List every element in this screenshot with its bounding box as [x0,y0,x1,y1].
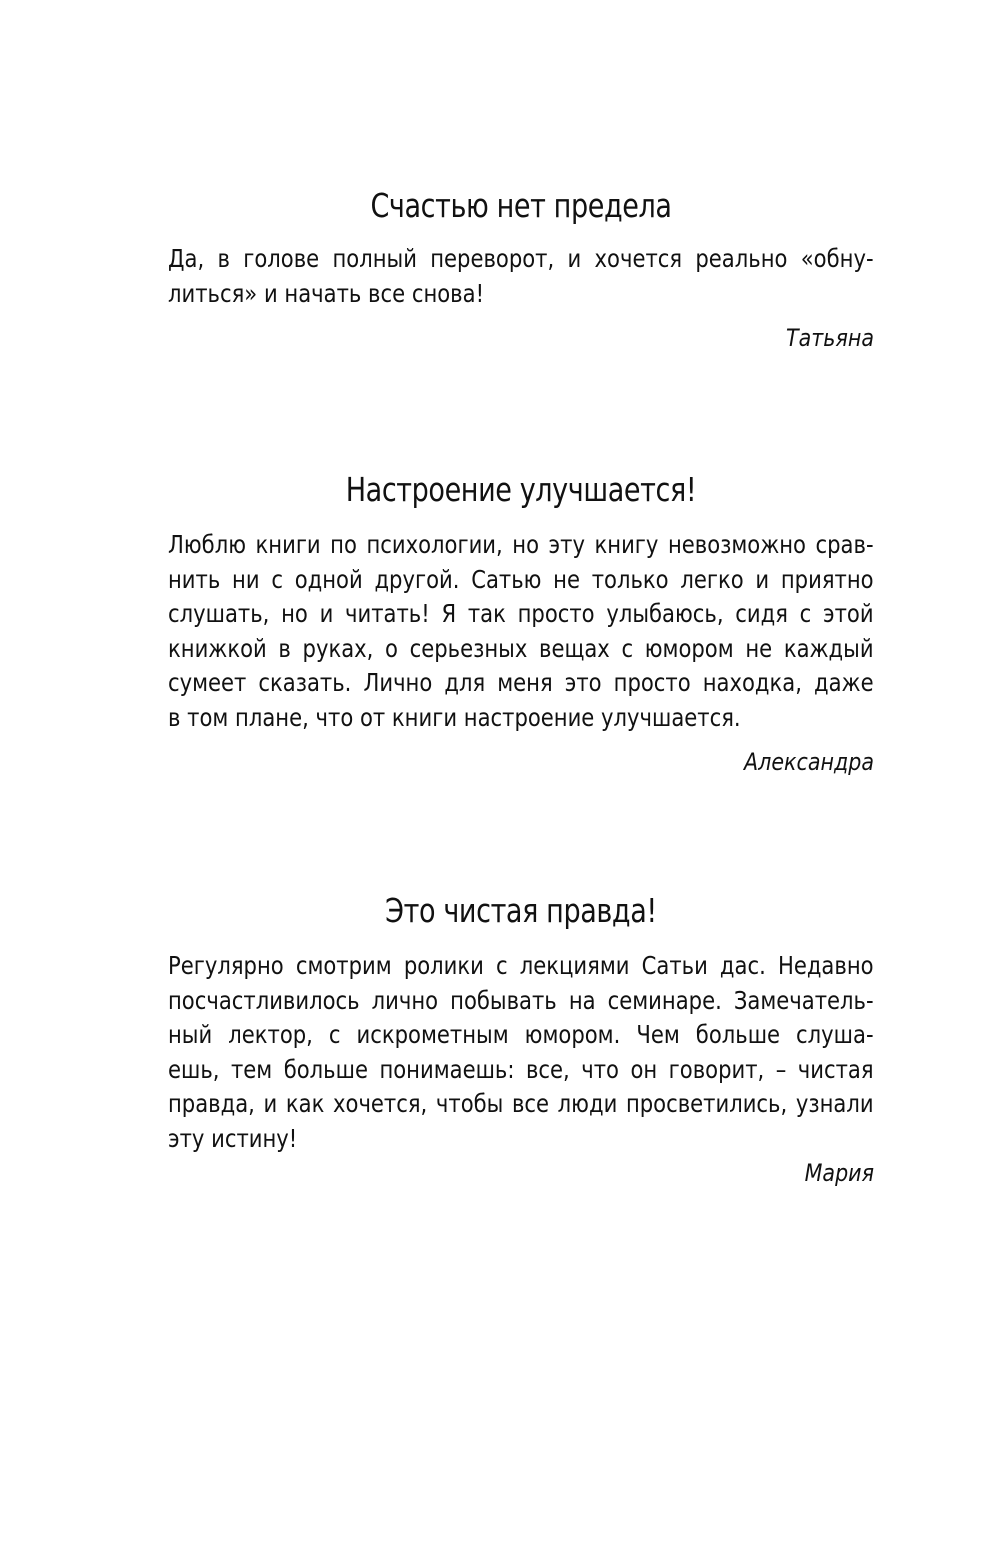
review-text [168,528,874,735]
review-text-line: Регулярно смотрим ролики с лекциями Сатьи дас. Недавно [168,951,874,980]
review-author: Татьяна [785,324,874,352]
review-text [168,949,874,1156]
review-text-line: Да, в голове полный переворот, и хочется реально «обну- [168,244,874,273]
review-text-line: посчастливилось лично побывать на семинаре. Замечатель- [168,985,874,1015]
review-text-line: нить ни с одной другой. Сатью не только легко и приятно [168,564,874,594]
review-text-line: слушать, но и читать! Я так просто улыбаюсь, сидя с этой [168,599,874,628]
review-text-line: эту истину! [168,1123,298,1153]
review-block [168,470,874,777]
review-text [168,242,874,311]
review-text-line: в том плане, что от книги настроение улучшается. [168,702,741,732]
review-text-line: ный лектор, с искрометным юмором. Чем больше слуша- [168,1020,874,1049]
review-title: Счастью нет предела [370,186,672,225]
review-text-line: правда, и как хочется, чтобы все люди просветились, узнали [168,1089,874,1118]
review-author: Мария [804,1159,874,1187]
review-text-line: ешь, тем больше понимаешь: все, что он говорит, – чистая [168,1054,874,1084]
review-text-line: Люблю книги по психологии, но эту книгу невозможно срав- [168,530,874,559]
review-text-line: книжкой в руках, о серьезных вещах с юмором не каждый [168,633,874,663]
review-title: Это чистая правда! [385,891,657,930]
review-author: Александра [744,748,874,776]
review-title: Настроение улучшается! [345,470,697,509]
review-block [168,891,874,1188]
review-text-line: литься» и начать все снова! [168,278,485,308]
review-text-line: сумеет сказать. Лично для меня это просто находка, даже [168,668,874,697]
review-block [168,186,874,353]
